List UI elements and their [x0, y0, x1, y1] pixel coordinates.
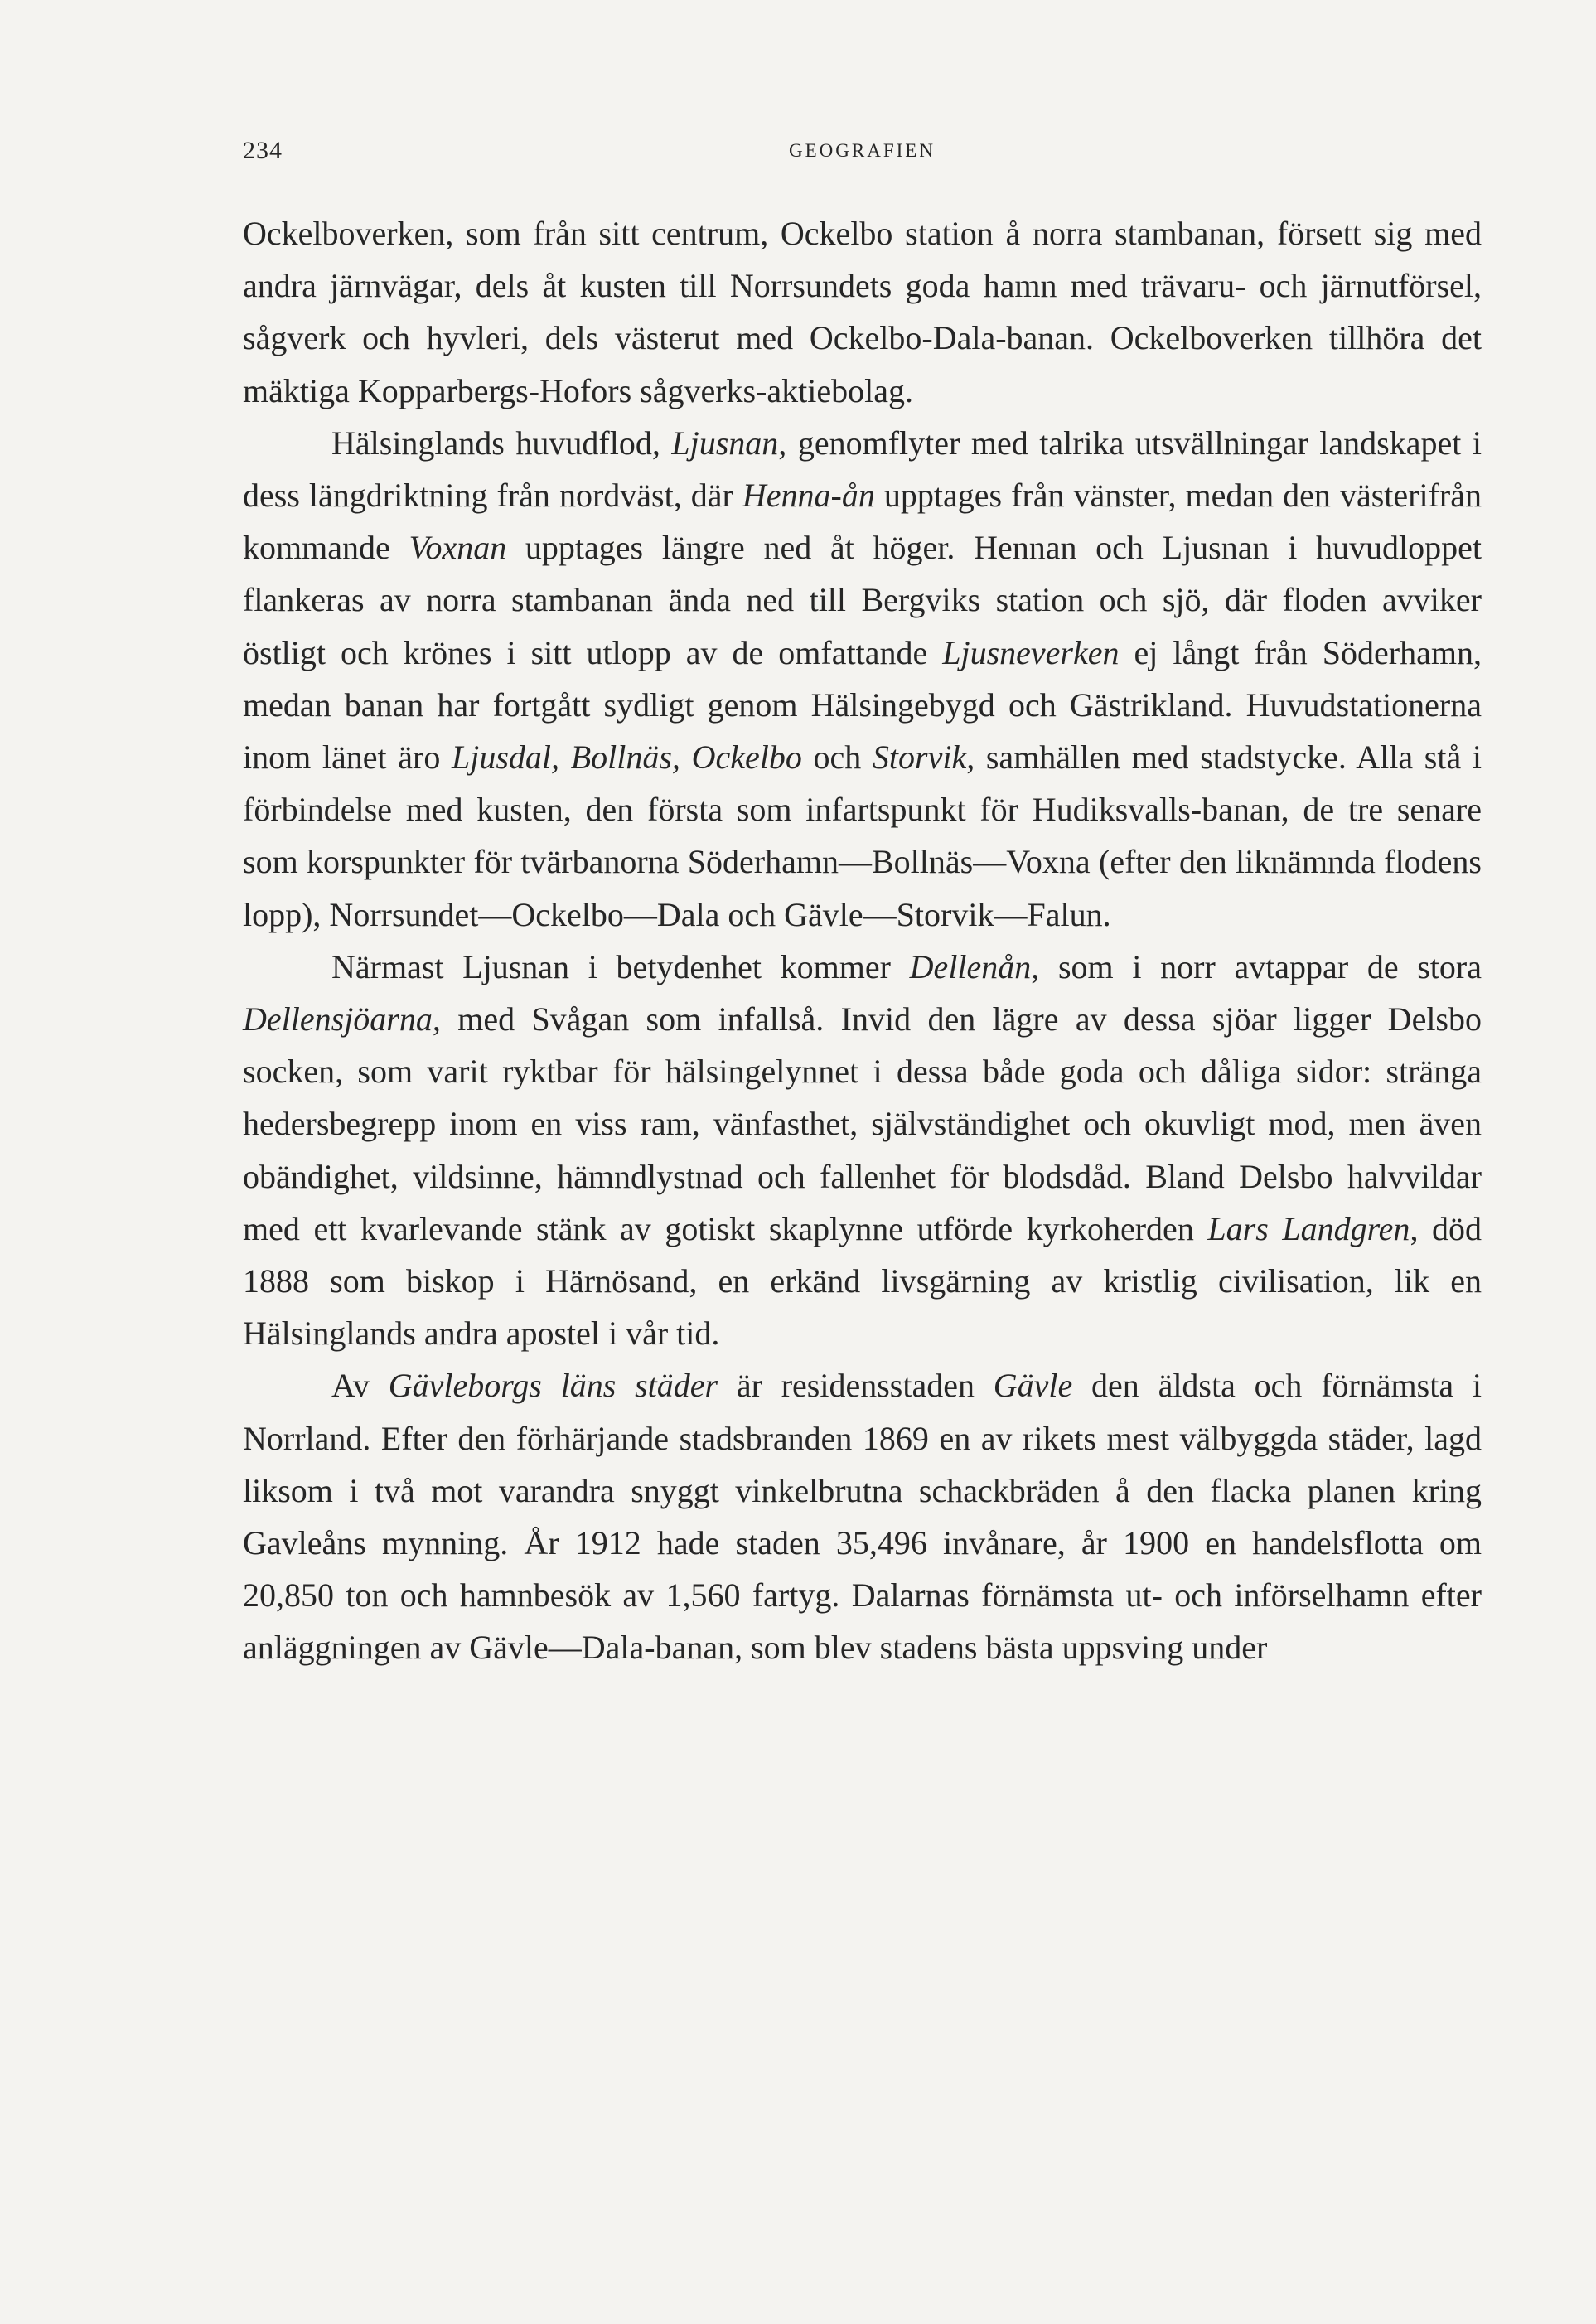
text-run: Närmast Ljusnan i betydenhet kommer: [331, 947, 910, 985]
italic-term: Voxnan: [409, 529, 507, 567]
text-run: Hälsinglands huvudflod,: [331, 424, 672, 462]
text-run: den äldsta och förnämsta i Norrland. Efter den förhärjande stadsbranden 1869 en av rikets mest välbyggda städer, lagd liksom i två mot varandra snyggt vinkelbrutna schackbräden å den flacka planen kring Gavleåns mynning. År 1912 hade staden 35,496 invånare, år 1900 en handelsflotta om 20,850 ton och hamnbesök av 1,560 fartyg. Dalarnas förnämsta ut- och införselhamn efter anläggningen av Gävle—Dala-banan, som blev stadens bästa uppsving under: [243, 1367, 1482, 1667]
italic-term: Gävleborgs läns städer: [388, 1367, 718, 1405]
text-run: ej långt från Söderhamn, medan banan har fortgått sydligt genom Hälsingebygd och Gästrikland. Huvudstationerna inom länet äro: [243, 633, 1482, 777]
text-run: , med Svågan som infallså. Invid den lägre av dessa sjöar ligger Delsbo socken, som varit ryktbar för hälsingelynnet i dessa både goda och dåliga sidor: stränga hedersbegrepp inom en viss ram, vänfasthet, självständighet och okuvligt mod, men även obändighet, vildsinne, hämndlystnad och fallenhet för blodsdåd. Bland Delsbo halvvildar med ett kvarlevande stänk av gotiskt skaplynne utförde kyrkoherden: [243, 1000, 1482, 1247]
paragraph: [243, 941, 1482, 1360]
text-run: Av: [331, 1367, 389, 1405]
italic-term: Ljusneverken: [942, 633, 1120, 671]
text-run: och: [801, 738, 873, 777]
italic-term: Henna-ån: [742, 477, 875, 515]
italic-term: Gävle: [993, 1367, 1073, 1405]
italic-term: Dellenån: [909, 947, 1032, 985]
italic-term: Storvik: [872, 738, 967, 777]
page-header: [243, 137, 1482, 170]
page-number: 234: [243, 137, 283, 164]
text-run: upptages från vänster, medan den västerifrån kommande: [243, 477, 1482, 567]
italic-term: Lars Landgren: [1207, 1209, 1410, 1247]
text-run: , som i norr avtappar de stora: [1031, 947, 1482, 985]
text-run: , samhällen med stadstycke. Alla stå i förbindelse med kusten, den första som infartspunkt för Hudiksvalls-banan, de tre senare som korspunkter för tvärbanorna Söderhamn—Bollnäs—Voxna (efter den liknämnda flodens lopp), Norrsundet—Ockelbo—Dala och Gävle—Storvik—Falun.: [243, 738, 1482, 933]
text-run: , genomflyter med talrika utsvällningar landskapet i dess längdriktning från nordväst, där: [243, 424, 1482, 515]
text-run: Ockelboverken, som från sitt centrum, Ockelbo station å norra stambanan, försett sig med andra järnvägar, dels åt kusten till Norrsundets goda hamn med trävaru- och järnutförsel, sågverk och hyvleri, dels västerut med Ockelbo-Dala-banan. Ockelboverken tillhöra det mäktiga Kopparbergs-Hofors sågverks-aktiebolag.: [243, 215, 1482, 409]
italic-term: Ljusnan: [671, 424, 779, 462]
running-title: GEOGRAFIEN: [789, 140, 936, 161]
text-run: upptages längre ned åt höger. Hennan och Ljusnan i huvudloppet flankeras av norra stambanan ända ned till Bergviks station och sjö, där floden avviker östligt och krönes i sitt utlopp av de omfattande: [243, 529, 1482, 671]
paragraph: [243, 207, 1482, 417]
italic-term: Ljusdal, Bollnäs, Ockelbo: [452, 738, 802, 777]
text-run: är residensstaden: [718, 1367, 994, 1405]
paragraph: [243, 417, 1482, 941]
italic-term: Dellensjöarna: [243, 1000, 433, 1039]
paragraph: [243, 1359, 1482, 1673]
body-text: [243, 207, 1482, 1674]
text-run: , död 1888 som biskop i Härnösand, en erkänd livsgärning av kristlig civilisation, lik en Hälsinglands andra apostel i vår tid.: [243, 1209, 1482, 1353]
